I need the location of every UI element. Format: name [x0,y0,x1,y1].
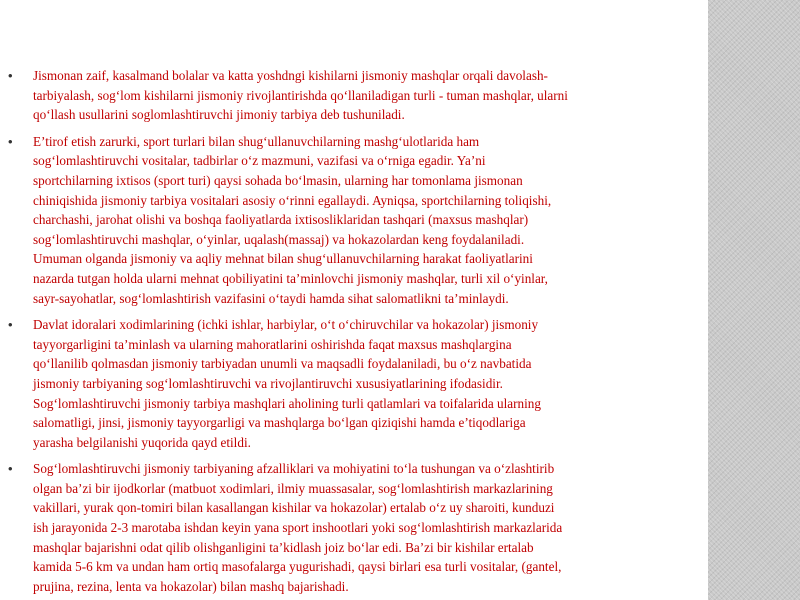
paragraph-line: E’tirof etish zarurki, sport turlari bilan shug‘ullanuvchilarning mashg‘ulotlarida ham [33,133,480,149]
bullet-paragraph [33,315,673,452]
paragraph-line: Sog‘lomlashtiruvchi jismoniy tarbiyaning afzalliklari va mohiyatini to‘la tushungan va o‘zlashtirib [33,461,555,477]
bullet-list [0,66,690,600]
paragraph-line: Sog‘lomlashtiruvchi jismoniy tarbiya mashqlari aholining turli qatlamlari va toifalarida ularning [33,395,541,411]
bullet-item [0,459,690,596]
paragraph-line: sog‘lomlashtiruvchi vositalar, tadbirlar o‘z mazmuni, vazifasi va o‘rniga egadir. Ya’ni [33,153,486,169]
paragraph-line: olgan ba’zi bir ijodkorlar (matbuot xodimlari, ilmiy muassasalar, sog‘lomlashtirish markazlarining [33,480,553,496]
paragraph-line: chiniqishida jismoniy tarbiya vositalari asosiy o‘rinni egallaydi. Ayniqsa, sportchilarning toliqishi, [33,192,552,208]
paragraph-line: qo‘llash usullarini soglomlashtiruvchi jimoniy tarbiya deb tushuniladi. [33,107,405,123]
bullet-paragraph [33,459,673,596]
bullet-paragraph [33,66,673,125]
paragraph-line: charchashi, jarohat olishi va boshqa faoliyatlarda ixtisosliklaridan tashqari (maxsus mashqlar) [33,212,529,228]
paragraph-line: Davlat idoralari xodimlarining (ichki ishlar, harbiylar, o‘t o‘chiruvchilar va hokazolar) jismoniy [33,317,539,333]
paragraph-line: sayr-sayohatlar, sog‘lomlashtirish vazifasini o‘taydi hamda sihat salomatlikni ta’minlaydi. [33,290,509,306]
paragraph-line: sportchilarning ixtisos (sport turi) qaysi sohada bo‘lmasin, ularning har tomonlama jismonan [33,172,523,188]
bullet-item [0,315,690,452]
bullet-item [0,132,690,308]
paragraph-line: jismoniy tarbiyaning sog‘lomlashtiruvchi va rivojlantiruvchi xususiyatlarining ifodasidir. [33,375,503,391]
bullet-marker-icon: • [8,133,13,149]
paragraph-line: tayyorgarligini ta’minlash va ularning mahoratlarini oshirishda faqat maxsus mashqlargina [33,336,512,352]
paragraph-line: Jismonan zaif, kasalmand bolalar va katta yoshdngi kishilarni jismoniy mashqlar orqali davolash- [33,68,548,83]
paragraph-line: qo‘llanilib qolmasdan jismoniy tarbiyadan unumli va maqsadli foydalaniladi, bu o‘z navbatida [33,356,532,372]
paragraph-line: ish jarayonida 2-3 marotaba ishdan keyin yana sport inshootlari yoki sog‘lomlashtirish markazlarida [33,520,563,536]
paragraph-line: mashqlar bajarishni odat qilib olishganligini ta’kidlash joiz bo‘lar edi. Ba’zi bir kishilar ertalab [33,539,534,555]
bullet-marker-icon: • [8,317,13,333]
paragraph-line: kamida 5-6 km va undan ham ortiq masofalarga yugurishadi, qaysi birlari esa turli vositalar, (gantel, [33,559,562,575]
bullet-item [0,66,690,125]
bullet-marker-icon: • [8,461,13,477]
paragraph-line: prujina, rezina, lenta va hokazolar) bilan mashq bajarishadi. [33,578,349,594]
paragraph-line: nazarda tutgan holda ularni mehnat qobiliyatini ta’minlovchi jismoniy mashqlar, turli xil o‘yinlar, [33,270,548,286]
bullet-paragraph [33,132,673,308]
paragraph-line: sog‘lomlashtiruvchi mashqlar, o‘yinlar, uqalash(massaj) va hokazolardan keng foydalaniladi. [33,231,525,247]
bullet-marker-icon: • [8,68,13,83]
paragraph-line: yarasha belgilanishi yuqorida qayd etildi. [33,434,251,450]
paragraph-line: tarbiyalash, sog‘lom kishilarni jismoniy rivojlantirishda qo‘llaniladigan turli - tuman mashqlar, ularni [33,87,568,103]
textured-side-panel [708,0,800,600]
paragraph-line: Umuman olganda jismoniy va aqliy mehnat bilan shug‘ullanuvchilarning harakat faoliyatlarini [33,251,533,267]
paragraph-line: salomatligi, jinsi, jismoniy tayyorgarligi va mashqlarga bo‘lgan qiziqishi hamda e’tiqodlariga [33,415,526,431]
paragraph-line: vakillari, yurak qon-tomiri bilan kasallangan kishilar va hokazolar) ertalab o‘z uy sharoiti, kunduzi [33,500,555,516]
